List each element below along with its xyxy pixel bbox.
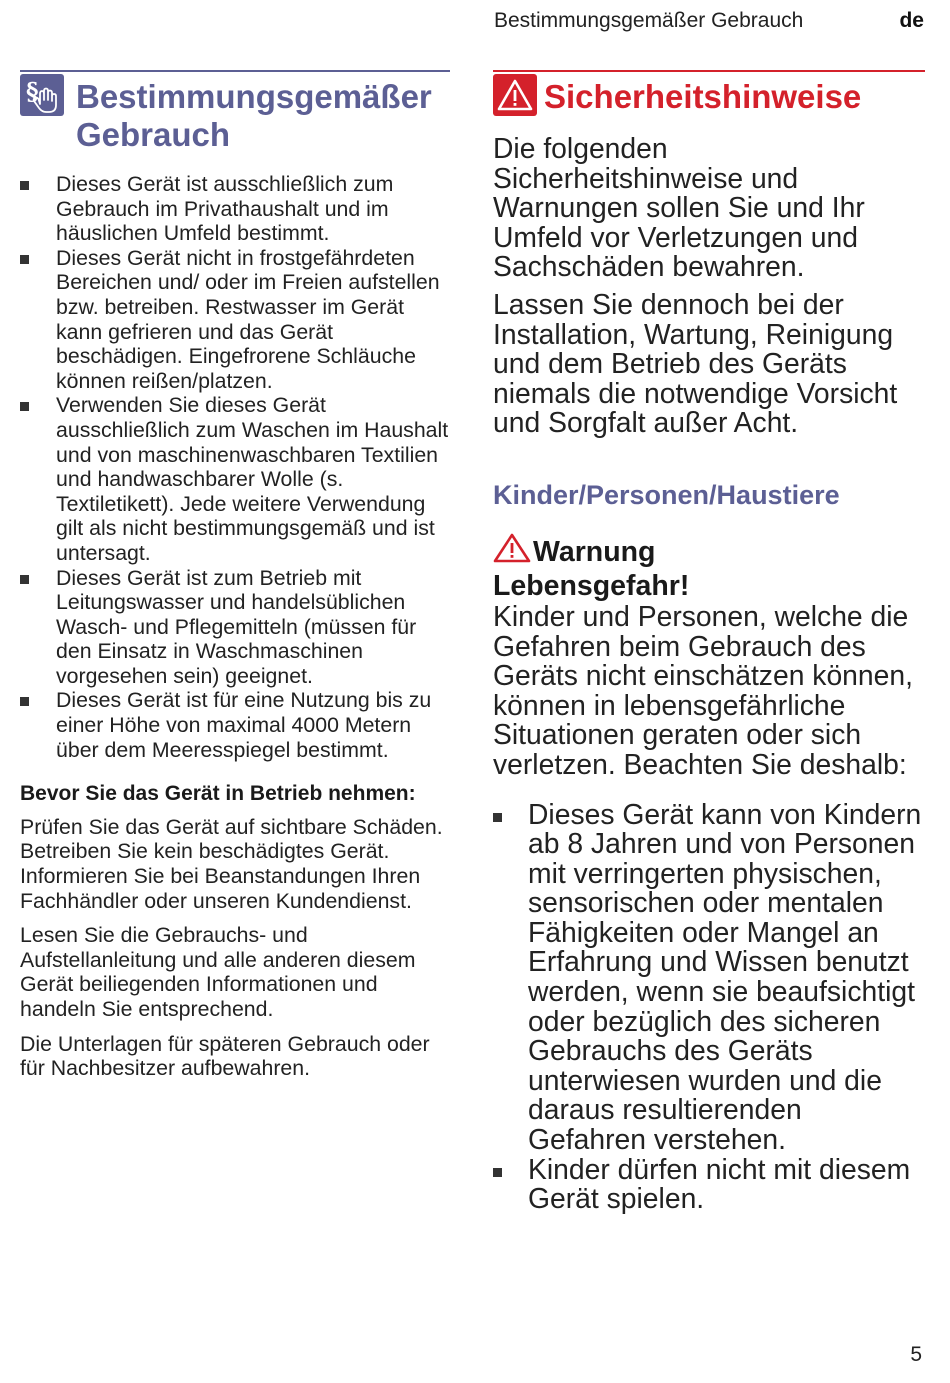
list-item: Verwenden Sie dieses Gerät ausschließlich zum Waschen im Haushalt und von maschinenwaschbaren Textilien und handwaschbarer Wolle (s. Textiletikett). Jede weitere Verwendung gilt als nicht bestimmungsgemäß und ist untersagt.	[20, 393, 450, 565]
section-heading-row	[493, 72, 925, 116]
list-item: Dieses Gerät ist zum Betrieb mit Leitungswasser und handelsüblichen Wasch- und Pflegemitteln (müssen für den Einsatz in Waschmaschinen vorgesehen sein) geeignet.	[20, 566, 450, 689]
list-item: Dieses Gerät kann von Kindern ab 8 Jahren und von Personen mit verringerten physischen, sensorischen oder mentalen Fähigkeiten oder Mangel an Erfahrung und Wissen benutzt werden, wenn sie beaufsichtigt oder bezüglich des sicheren Gebrauchs des Geräts unterwiesen wurden und die daraus resultierenden Gefahren verstehen.	[493, 800, 925, 1155]
intended-use-list	[20, 172, 450, 762]
children-safety-list	[493, 797, 925, 1215]
warning-danger-label: Lebensgefahr!	[493, 569, 690, 602]
page-number: 5	[910, 1343, 922, 1366]
paragraph: Lesen Sie die Gebrauchs- und Aufstellanleitung und alle anderen diesem Gerät beiliegenden Informationen und handeln Sie entsprechend.	[20, 923, 416, 1021]
warning-triangle-icon	[493, 533, 531, 570]
paragraph: Prüfen Sie das Gerät auf sichtbare Schäden. Betreiben Sie kein beschädigtes Gerät. Informieren Sie bei Beanstandungen Ihren Fachhändler oder unseren Kundendienst.	[20, 814, 443, 913]
list-item: Dieses Gerät nicht in frostgefährdeten Bereichen und/ oder im Freien aufstellen bzw. betreiben. Restwasser im Gerät kann gefrieren und das Gerät beschädigen. Eingefrorene Schläuche können reißen/platzen.	[20, 246, 450, 394]
list-item: Kinder dürfen nicht mit diesem Gerät spielen.	[493, 1155, 925, 1214]
section-hand-icon	[20, 74, 64, 116]
children-persons-pets-subheading: Kinder/Personen/Haustiere	[493, 479, 840, 510]
section-heading-row	[20, 72, 450, 154]
warning-text: Kinder und Personen, welche die Gefahren beim Gebrauch des Geräts nicht einschätzen können, können in lebensgefährliche Situationen geraten oder sich verletzen. Beachten Sie deshalb:	[493, 599, 913, 780]
section-heading: Bestimmungsgemäßer Gebrauch	[76, 78, 432, 153]
warning-triangle-icon	[493, 74, 537, 116]
list-item: Dieses Gerät ist ausschließlich zum Gebrauch im Privathaushalt und im häuslichen Umfeld bestimmt.	[20, 172, 450, 246]
warning-title	[493, 533, 925, 602]
section-heading: Sicherheitshinweise	[544, 78, 862, 115]
list-item: Dieses Gerät ist für eine Nutzung bis zu einer Höhe von maximal 4000 Metern über dem Meeresspiegel bestimmt.	[20, 688, 450, 762]
safety-section	[493, 70, 925, 1214]
svg-text:§: §	[26, 77, 39, 106]
intended-use-section	[20, 70, 450, 1081]
before-operation-subheading: Bevor Sie das Gerät in Betrieb nehmen:	[20, 782, 416, 806]
running-header-title: Bestimmungsgemäßer Gebrauch	[494, 9, 804, 32]
language-code: de	[899, 9, 924, 32]
intro-paragraph: Die folgenden Sicherheitshinweise und Warnungen sollen Sie und Ihr Umfeld vor Verletzungen und Sachschäden bewahren.	[493, 132, 865, 283]
warning-label: Warnung	[533, 535, 656, 568]
paragraph: Die Unterlagen für späteren Gebrauch oder für Nachbesitzer aufbewahren.	[20, 1031, 430, 1081]
intro-paragraph: Lassen Sie dennoch bei der Installation, Wartung, Reinigung und dem Betrieb des Geräts niemals die notwendige Vorsicht und Sorgfalt außer Acht.	[493, 287, 898, 439]
